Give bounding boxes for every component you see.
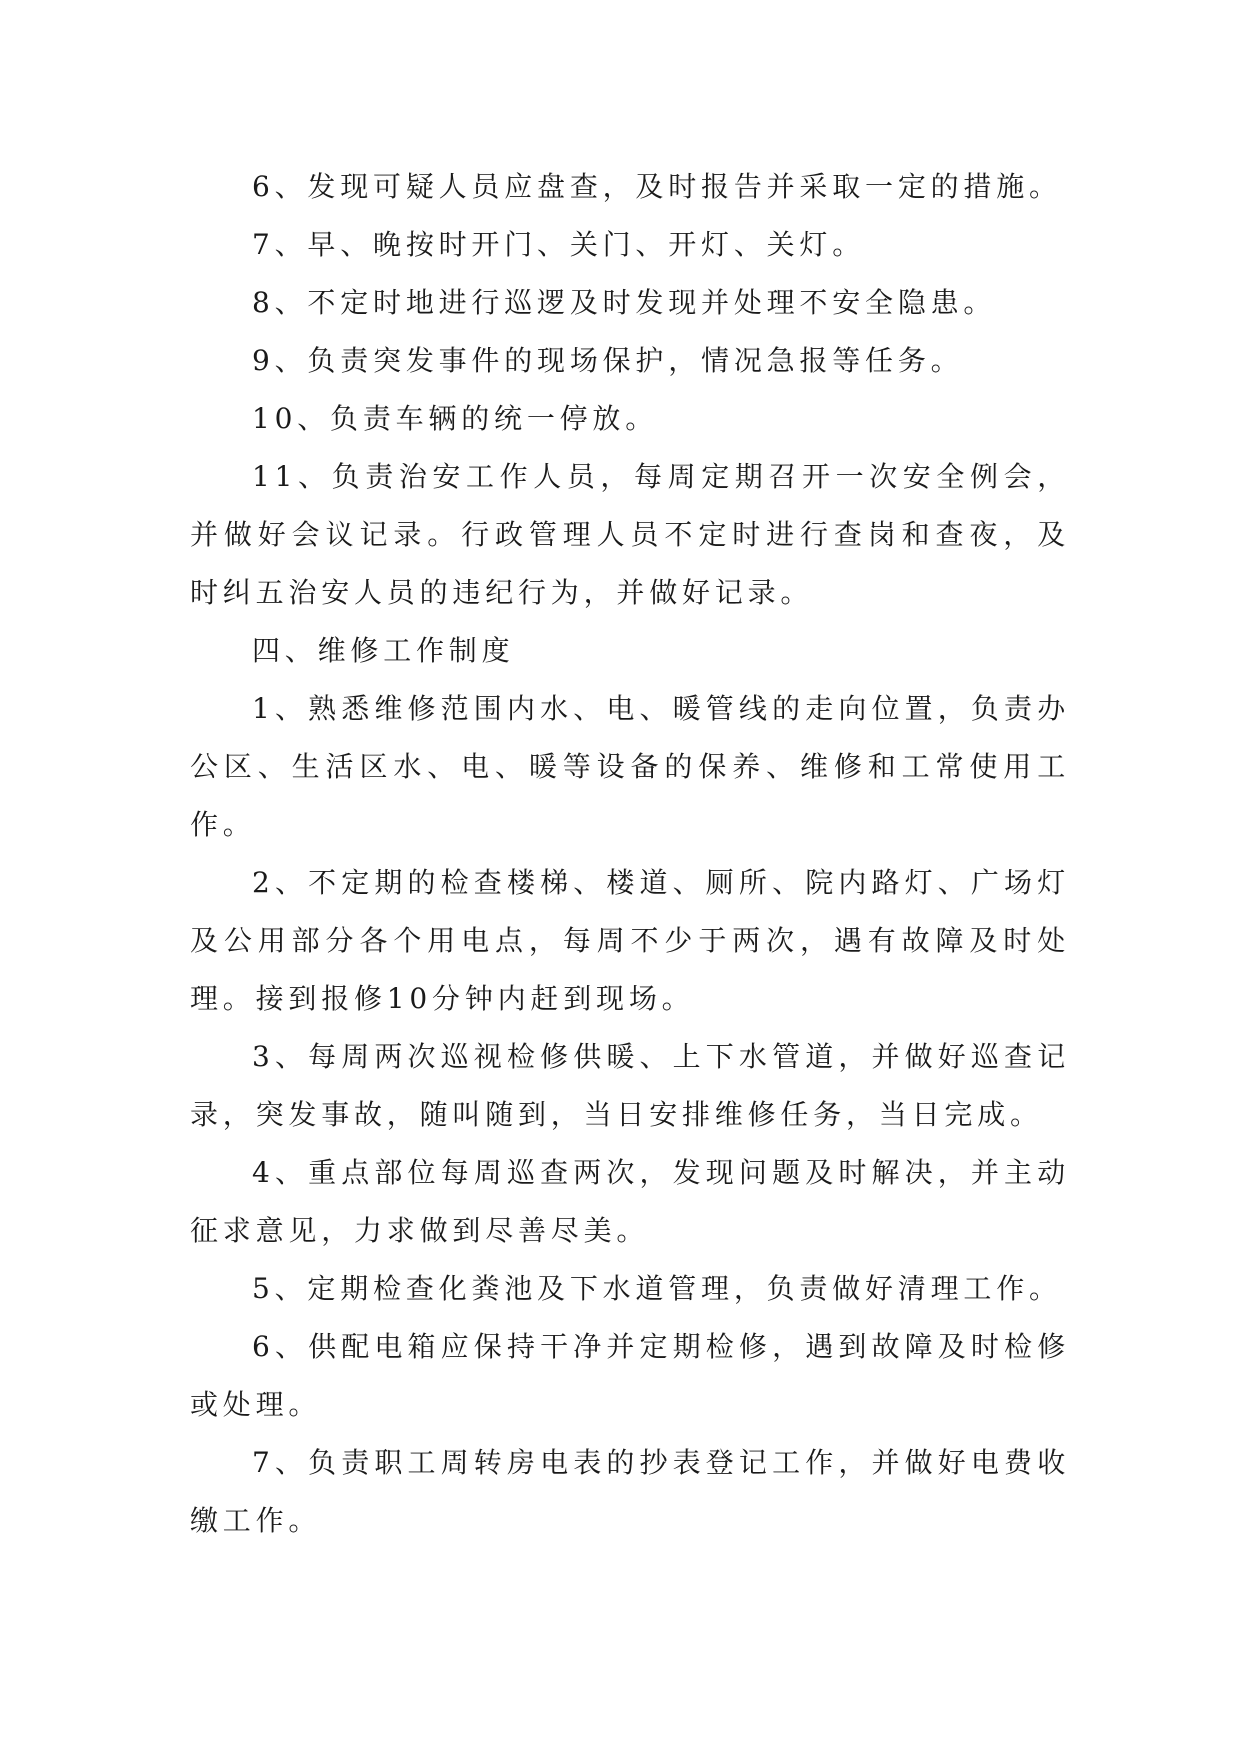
maintenance-item-1: 1、熟悉维修范围内水、电、暖管线的走向位置，负责办公区、生活区水、电、暖等设备的保养、维修和工常使用工作。 [190,692,1070,841]
section-heading-maintenance: 四、维修工作制度 [252,634,515,667]
maintenance-item-5: 5、定期检查化粪池及下水道管理，负责做好清理工作。 [252,1272,1062,1305]
paragraph-item-6: 6、发现可疑人员应盘查，及时报告并采取一定的措施。 [252,170,1062,203]
paragraph-item-8: 8、不定时地进行巡逻及时发现并处理不安全隐患。 [252,286,997,319]
maintenance-item-6: 6、供配电箱应保持干净并定期检修，遇到故障及时检修或处理。 [190,1330,1070,1421]
maintenance-item-7: 7、负责职工周转房电表的抄表登记工作，并做好电费收缴工作。 [190,1446,1070,1537]
maintenance-item-4: 4、重点部位每周巡查两次，发现问题及时解决，并主动征求意见，力求做到尽善尽美。 [190,1156,1070,1247]
paragraph-item-10: 10、负责车辆的统一停放。 [252,402,659,435]
document-body [190,158,1070,1550]
paragraph-item-7: 7、早、晚按时开门、关门、开灯、关灯。 [252,228,866,261]
maintenance-item-2: 2、不定期的检查楼梯、楼道、厕所、院内路灯、广场灯及公用部分各个用电点，每周不少于两次，遇有故障及时处理。接到报修10分钟内赶到现场。 [190,866,1070,1015]
maintenance-item-3: 3、每周两次巡视检修供暖、上下水管道，并做好巡查记录，突发事故，随叫随到，当日安排维修任务，当日完成。 [190,1040,1070,1131]
paragraph-item-9: 9、负责突发事件的现场保护，情况急报等任务。 [252,344,964,377]
paragraph-item-11: 11、负责治安工作人员，每周定期召开一次安全例会，并做好会议记录。行政管理人员不定时进行查岗和查夜，及时纠五治安人员的违纪行为，并做好记录。 [190,460,1070,609]
